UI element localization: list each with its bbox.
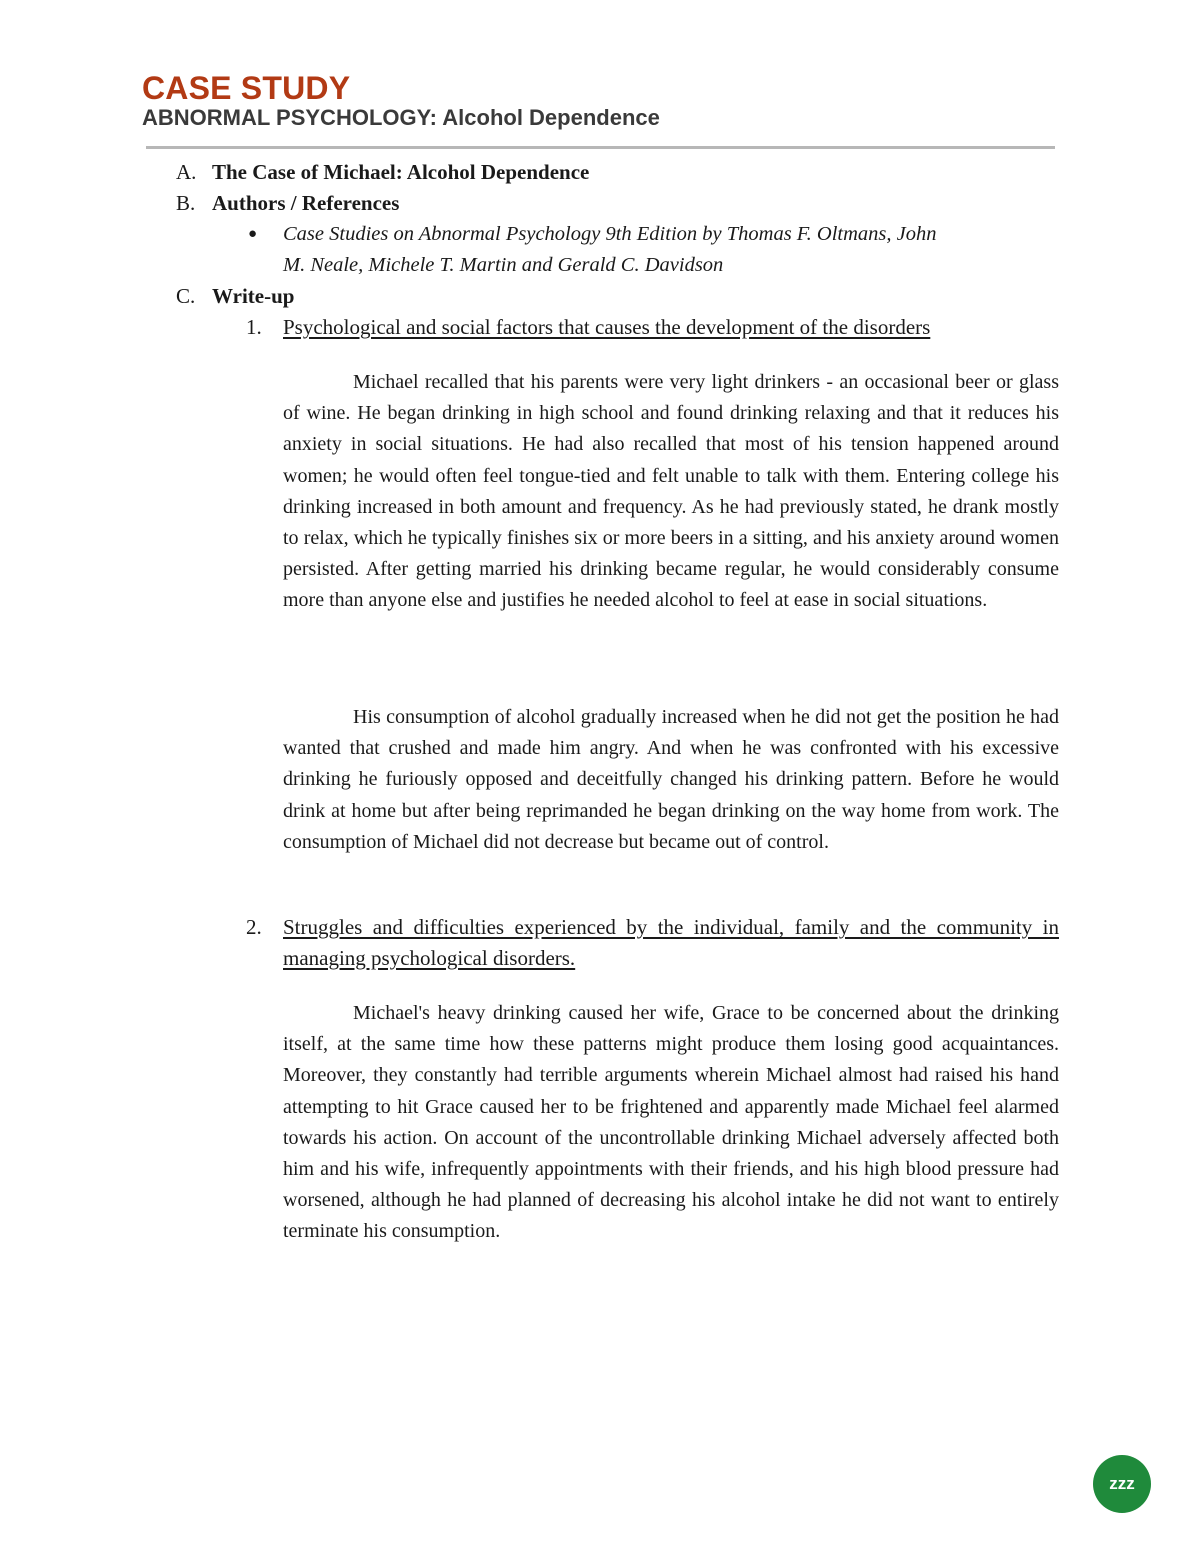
- section-1-heading: Psychological and social factors that causes the development of the disorders: [283, 315, 931, 339]
- outline-item-c: [176, 281, 295, 312]
- outline-text: Write-up: [212, 284, 295, 308]
- outline-marker: B.: [176, 191, 196, 215]
- section-2-paragraph-1: Michael's heavy drinking caused her wife, Grace to be concerned about the drinking itself, at the same time how these patterns might produce them losing good acquaintances. Moreover, they constantly had terrible arguments wherein Michael almost had raised his hand attempting to hit Grace caused her to be frightened and apparently made Michael feel alarmed towards his action. On account of the uncontrollable drinking Michael adversely affected both him and his wife, infrequently appointments with their friends, and his high blood pressure had worsened, although he had planned of decreasing his alcohol intake he did not want to entirely terminate his consumption.: [283, 1002, 1059, 1243]
- document-subtitle: ABNORMAL PSYCHOLOGY: Alcohol Dependence: [142, 105, 660, 130]
- bullet-icon: ●: [248, 226, 258, 242]
- outline-item-a: [176, 157, 590, 188]
- section-2-marker: 2.: [246, 915, 262, 939]
- document-title: CASE STUDY: [142, 70, 351, 106]
- outline-text: Authors / References: [212, 191, 400, 215]
- reference-line-1: Case Studies on Abnormal Psychology 9th Edition by Thomas F. Oltmans, John: [283, 223, 937, 245]
- reference-line-2: M. Neale, Michele T. Martin and Gerald C. Davidson: [283, 254, 724, 276]
- outline-text: The Case of Michael: Alcohol Dependence: [212, 160, 590, 184]
- outline-marker: C.: [176, 284, 196, 308]
- page-badge: zzz: [1093, 1455, 1151, 1513]
- outline-item-b: [176, 188, 400, 219]
- section-1-marker: 1.: [246, 315, 262, 339]
- header-divider: [146, 146, 1055, 149]
- document-header: [142, 68, 1062, 132]
- section-1-paragraph-2: His consumption of alcohol gradually increased when he did not get the position he had wanted that crushed and made him angry. And when he was confronted with his excessive drinking he furiously opposed and deceitfully changed his drinking pattern. Before he would drink at home but after being reprimanded he began drinking on the way home from work. The consumption of Michael did not decrease but became out of control.: [283, 706, 1059, 853]
- outline-marker: A.: [176, 160, 197, 184]
- section-2-heading: Struggles and difficulties experienced by the individual, family and the community in managing psychological disorders.: [283, 915, 1059, 970]
- section-1-paragraph-1: Michael recalled that his parents were very light drinkers - an occasional beer or glass of wine. He began drinking in high school and found drinking relaxing and that it reduces his anxiety in social situations. He had also recalled that most of his tension happened around women; he would often feel tongue-tied and felt unable to talk with them. Entering college his drinking increased in both amount and frequency. As he had previously stated, he drank mostly to relax, which he typically finishes six or more beers in a sitting, and his anxiety around women persisted. After getting married his drinking became regular, he would considerably consume more than anyone else and justifies he needed alcohol to feel at ease in social situations.: [283, 371, 1059, 612]
